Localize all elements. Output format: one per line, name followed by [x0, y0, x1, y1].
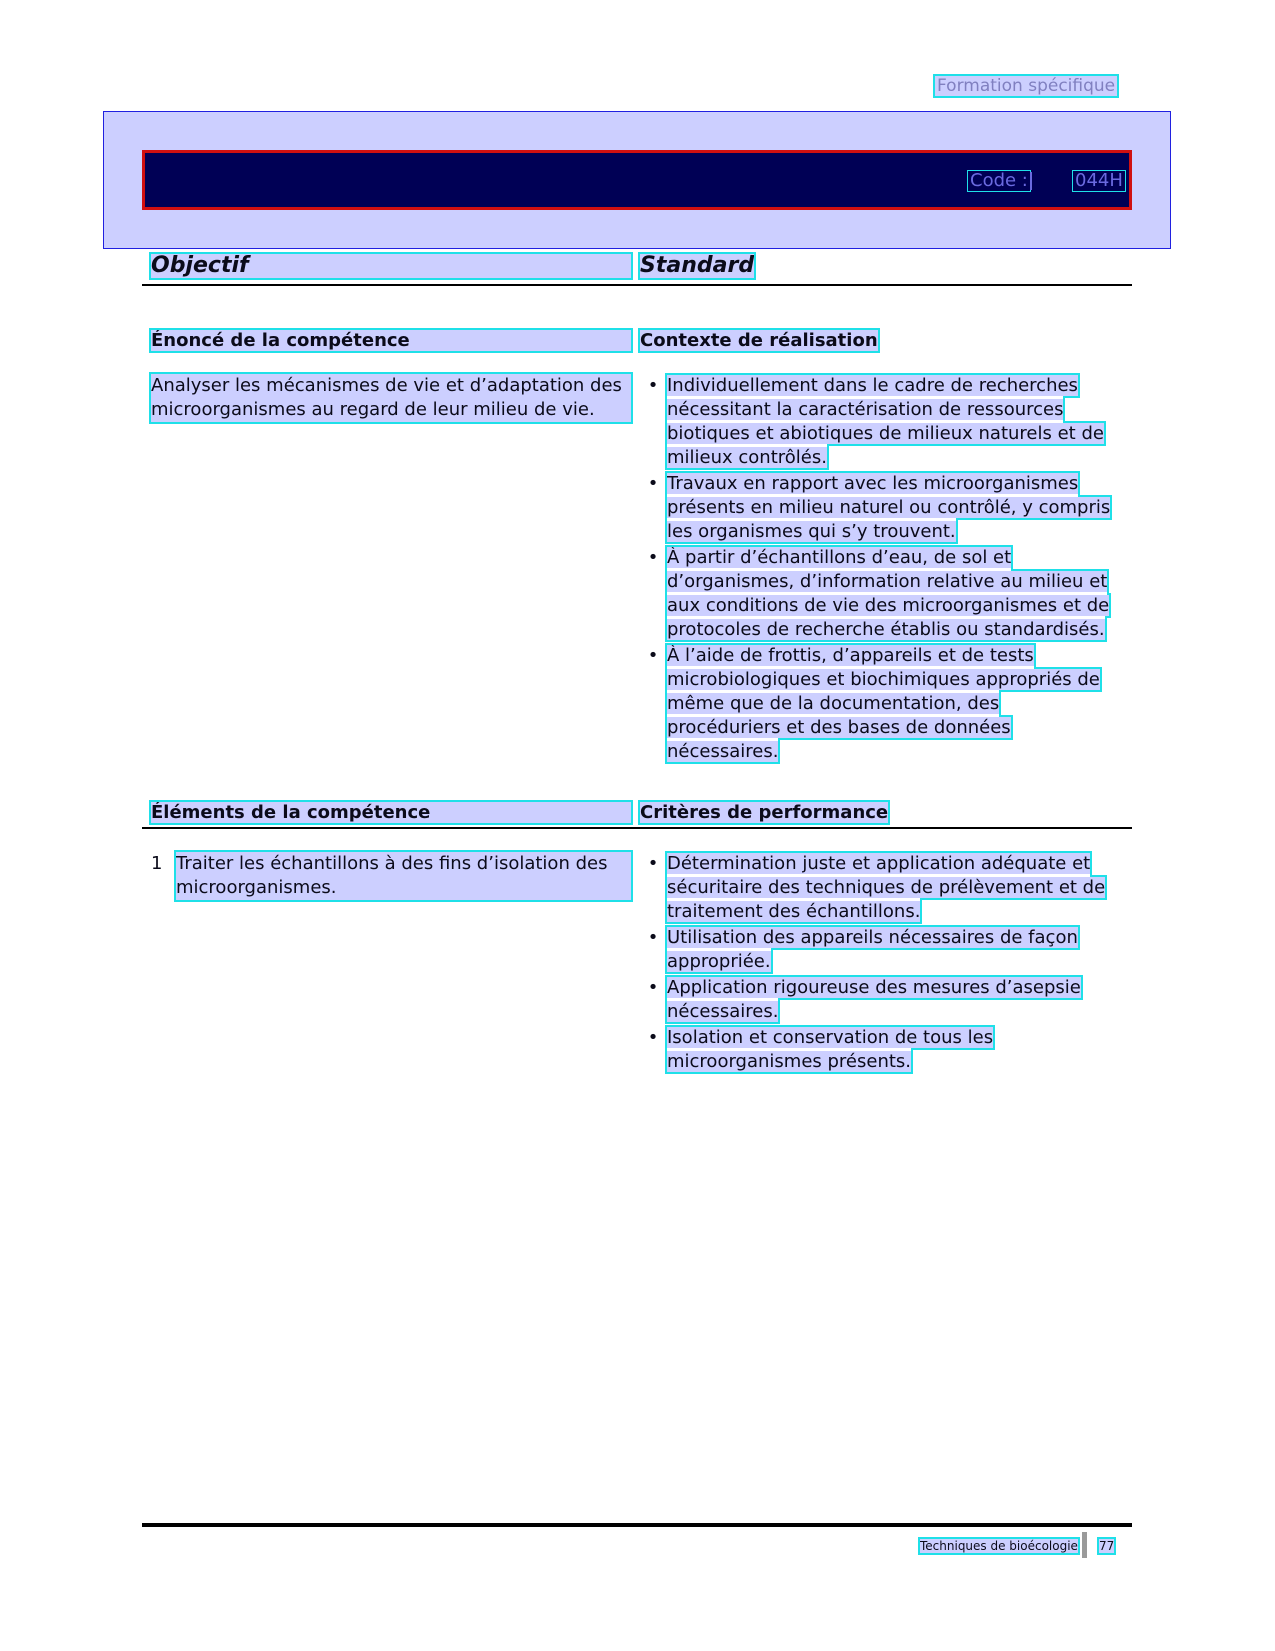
- objective-column-title: Objectif: [151, 254, 631, 278]
- bullet-icon: •: [647, 927, 659, 948]
- list-item: [645, 976, 1115, 1024]
- competence-statement-heading: Énoncé de la compétence: [151, 330, 631, 351]
- code-separator: [1030, 172, 1032, 190]
- footer-program-name: Techniques de bioécologie: [920, 1539, 1078, 1553]
- standard-column-title: Standard: [640, 253, 755, 278]
- list-item: [645, 926, 1115, 974]
- context-heading: Contexte de réalisation: [640, 330, 878, 351]
- criteria-list: [645, 852, 1115, 1076]
- context-item-text: Travaux en rapport avec les microorganismes présents en milieu naturel ou contrôlé, y compris les organismes qui s’y trouvent.: [667, 473, 1111, 542]
- list-item: [645, 472, 1115, 544]
- code-value: 044H: [1075, 170, 1123, 191]
- bullet-icon: •: [647, 473, 659, 494]
- bullet-icon: •: [647, 547, 659, 568]
- list-item: [645, 546, 1115, 642]
- bullet-icon: •: [647, 853, 659, 874]
- elements-heading: Éléments de la compétence: [151, 802, 631, 823]
- program-section-label: Formation spécifique: [937, 76, 1116, 96]
- context-list: [645, 374, 1115, 766]
- list-item: [645, 644, 1115, 764]
- criteria-item-text: Application rigoureuse des mesures d’asepsie nécessaires.: [667, 977, 1081, 1022]
- element-number: 1: [151, 853, 163, 874]
- criteria-heading: Critères de performance: [640, 802, 889, 823]
- bullet-icon: •: [647, 1027, 659, 1048]
- page-number: 77: [1099, 1539, 1115, 1553]
- context-item-text: Individuellement dans le cadre de recherches nécessitant la caractérisation de ressources biotiques et abiotiques de milieux naturels et de milieux contrôlés.: [667, 375, 1104, 468]
- bullet-icon: •: [647, 645, 659, 666]
- bullet-icon: •: [647, 977, 659, 998]
- criteria-item-text: Détermination juste et application adéquate et sécuritaire des techniques de prélèvement et de traitement des échantillons.: [667, 853, 1106, 922]
- criteria-item-text: Utilisation des appareils nécessaires de façon appropriée.: [667, 927, 1078, 972]
- criteria-item-text: Isolation et conservation de tous les microorganismes présents.: [667, 1027, 994, 1072]
- code-label: Code :: [970, 170, 1028, 191]
- element-text: Traiter les échantillons à des fins d’isolation des microorganismes.: [176, 852, 631, 900]
- context-item-text: À l’aide de frottis, d’appareils et de tests microbiologiques et biochimiques appropriés de même que de la documentation, des procéduriers et des bases de données nécessaires.: [667, 645, 1100, 762]
- bullet-icon: •: [647, 375, 659, 396]
- list-item: [645, 852, 1115, 924]
- context-item-text: À partir d’échantillons d’eau, de sol et d’organismes, d’information relative au milieu et aux conditions de vie des microorganismes et de protocoles de recherche établis ou standardisés.: [667, 547, 1110, 640]
- list-item: [645, 374, 1115, 470]
- list-item: [645, 1026, 1115, 1074]
- footer-rule: [142, 1523, 1132, 1527]
- footer-separator: [1082, 1532, 1087, 1558]
- competence-statement-text: Analyser les mécanismes de vie et d’adaptation des microorganismes au regard de leur milieu de vie.: [151, 374, 631, 422]
- elements-rule: [142, 827, 1132, 829]
- column-title-rule: [142, 284, 1132, 286]
